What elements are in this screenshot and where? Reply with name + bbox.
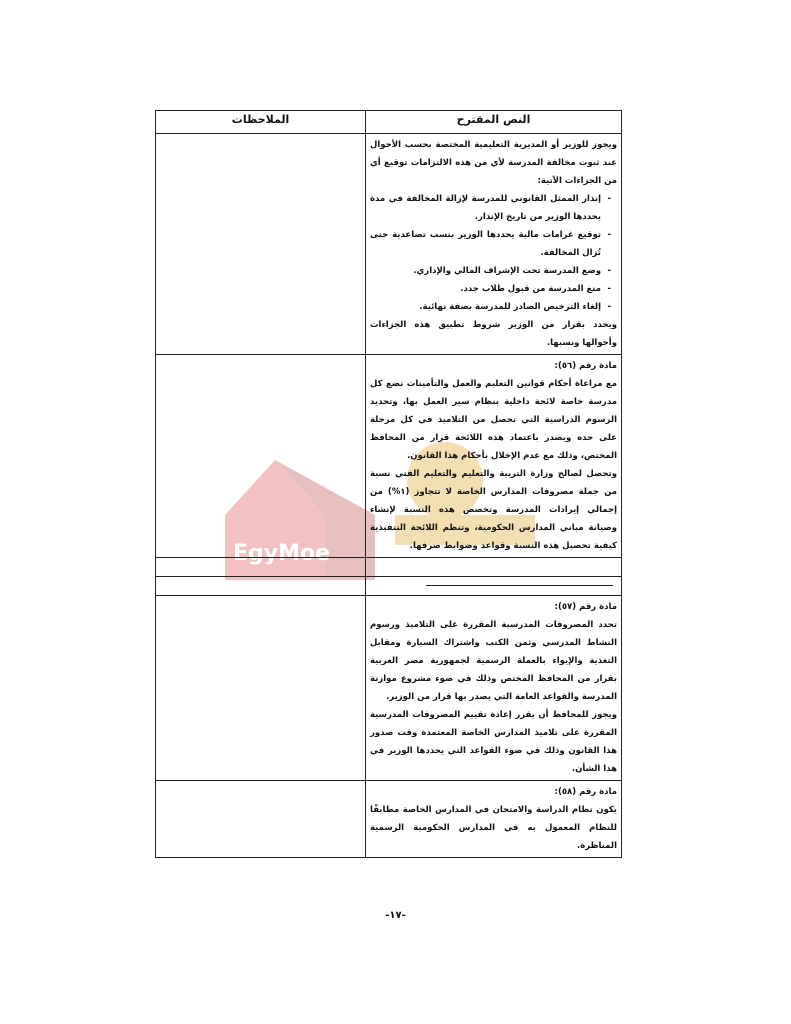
- notes-cell: [156, 355, 366, 558]
- list-item: - إنذار الممثل القانوني للمدرسة لإزالة المخالفة في مدة يحددها الوزير من تاريخ الإنذار.: [370, 190, 611, 226]
- notes-cell: [156, 596, 366, 781]
- paragraph: تحدد المصروفات المدرسية المقررة على التلاميذ ورسوم النشاط المدرسي وثمن الكتب واشتراك السيارة ومقابل التغذية والإيواء بالعملة الرسمية لجمهورية مصر العربية بقرار من المحافظ المختص وذلك في ضوء مشروع موازنة المدرسة والقواعد العامة التي يصدر بها قرار من الوزير.: [370, 620, 617, 702]
- text-cell: [366, 134, 622, 355]
- penalty-list: [370, 190, 617, 316]
- separator-line: [426, 585, 613, 586]
- paragraph: ويجوز للوزير أو المديرية التعليمية المختصة بحسب الأحوال عند ثبوت مخالفة المدرسة لأي من هذه الالتزامات توقيع أي من الجزاءات الآتية:: [370, 140, 617, 186]
- page-number: -١٧-: [385, 910, 406, 921]
- article-heading: مادة رقم (٥٦):: [554, 361, 617, 371]
- empty-row: [156, 558, 622, 577]
- article-heading: مادة رقم (٥٧):: [554, 602, 617, 612]
- table-row: [156, 781, 622, 858]
- table-row: [156, 134, 622, 355]
- header-notes: الملاحظات: [156, 111, 366, 134]
- notes-cell: [156, 577, 366, 596]
- paragraph: ويحدد بقرار من الوزير شروط تطبيق هذه الجزاءات وأحوالها ونسبها.: [370, 320, 617, 348]
- table-header-row: [156, 111, 622, 134]
- text-cell: [366, 577, 622, 596]
- notes-cell: [156, 781, 366, 858]
- paragraph: ويجوز للمحافظ أن يقرر إعادة تقييم المصروفات المدرسية المقررة على تلاميذ المدارس الخاصة المعتمدة وقت صدور هذا القانون وذلك في ضوء القواعد التي يحددها الوزير في هذا الشأن.: [370, 710, 617, 774]
- table-row: [156, 596, 622, 781]
- paragraph: مع مراعاة أحكام قوانين التعليم والعمل والتأمينات تضع كل مدرسة خاصة لائحة داخلية بنظام سير العمل بها، وتحديد الرسوم الدراسية التي تحصل من التلاميذ في كل مرحلة على حده ويصدر باعتماد هذه اللائحة قرار من المحافظ المختص، وذلك مع عدم الإخلال بأحكام هذا القانون.: [370, 379, 617, 461]
- proposal-table: [155, 110, 622, 858]
- text-cell: [366, 558, 622, 577]
- text-cell: [366, 781, 622, 858]
- notes-cell: [156, 134, 366, 355]
- paragraph: يكون نظام الدراسة والامتحان في المدارس الخاصة مطابقًا للنظام المعمول به في المدارس الحكومية الرسمية المناظرة.: [370, 805, 617, 851]
- list-item: - وضع المدرسة تحت الإشراف المالي والإداري.: [370, 262, 611, 280]
- text-cell: [366, 355, 622, 558]
- article-heading: مادة رقم (٥٨):: [554, 787, 617, 797]
- list-item: - توقيع غرامات مالية يحددها الوزير بنسب تصاعدية حتى تُزال المخالفة.: [370, 226, 611, 262]
- header-proposed-text: النص المقترح: [366, 111, 622, 134]
- notes-cell: [156, 558, 366, 577]
- paragraph: وتحصل لصالح وزارة التربية والتعليم والتعليم الفني نسبة من جملة مصروفات المدارس الخاصة لا تتجاوز (١%) من إجمالي إيرادات المدرسة وتخصص هذه النسبة لإنشاء وصيانة مباني المدارس الحكومية، وتنظم اللائحة التنفيذية كيفية تحصيل هذه النسبة وقواعد وضوابط صرفها.: [370, 469, 617, 551]
- list-item: - منع المدرسة من قبول طلاب جدد.: [370, 280, 611, 298]
- text-cell: [366, 596, 622, 781]
- table-row: [156, 355, 622, 558]
- watermark-logo-text: EgyMoe: [233, 541, 331, 566]
- separator-row: [156, 577, 622, 596]
- list-item: - إلغاء الترخيص الصادر للمدرسة بصفة نهائية.: [370, 298, 611, 316]
